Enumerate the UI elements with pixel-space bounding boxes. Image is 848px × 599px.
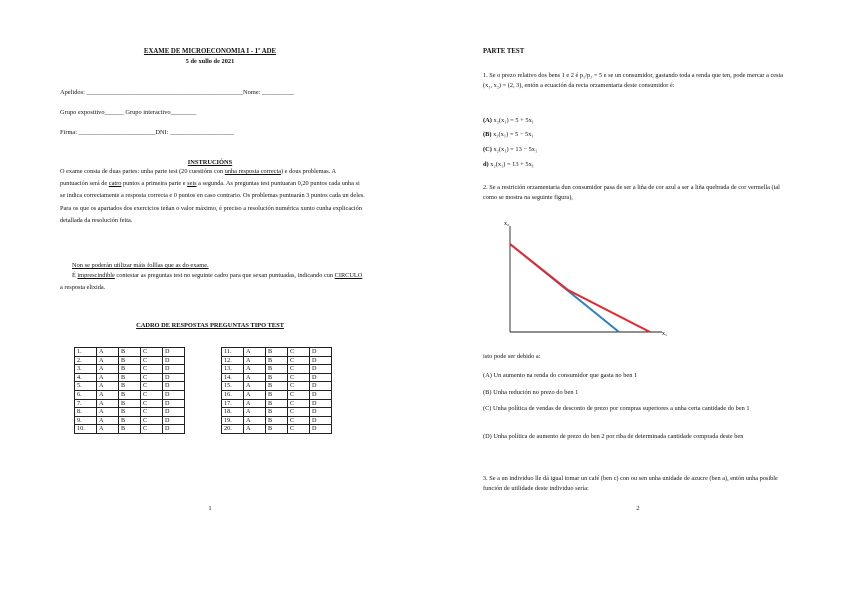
answer-option-b[interactable]: B <box>119 390 141 399</box>
question-3-text: 3. Se a un individuo lle dá igual tomar un café (ben c) con ou sen unha unidade de azucre (ben a), entón unha posible función de utilidade deste individuo sería: <box>483 475 778 492</box>
answer-option-c[interactable]: C <box>288 348 310 357</box>
answer-row <box>75 416 185 425</box>
answer-option-d[interactable]: D <box>310 348 332 357</box>
interactive-group-label: Grupo interactivo <box>123 109 171 116</box>
answer-option-b[interactable]: B <box>119 416 141 425</box>
option-label: (D) <box>483 433 492 440</box>
answer-option-d[interactable]: D <box>310 382 332 391</box>
answer-option-d[interactable]: D <box>310 399 332 408</box>
answer-row <box>222 390 332 399</box>
answer-row <box>222 382 332 391</box>
answer-option-b[interactable]: B <box>119 356 141 365</box>
option-label: (A) <box>483 117 492 124</box>
answer-option-a[interactable]: A <box>97 356 119 365</box>
answer-option-c[interactable]: C <box>141 365 163 374</box>
answer-option-c[interactable]: C <box>141 416 163 425</box>
instructions-text: É <box>72 272 78 279</box>
y-axis-label: x₂ <box>504 221 510 227</box>
answer-row <box>222 365 332 374</box>
answer-option-a[interactable]: A <box>97 365 119 374</box>
dni-line[interactable]: ____________________ <box>170 129 234 136</box>
question-number: 18. <box>222 408 244 417</box>
answer-option-c[interactable]: C <box>288 408 310 417</box>
option-text: Unha redución no prezo do ben 1 <box>491 389 579 396</box>
instructions-text: a segunda. As preguntas test puntuaran 0,20 puntos cada unha si se indica correctamente a resposta correcta e 0 puntos en caso contrario. Os problemas puntuarán 3 puntos cada un deles. Para os que os apartados dos exercicios teñan o valor máximo, é preciso a resolución numérica xunto cunha explicación detallada da resolución feita. <box>60 180 365 224</box>
q1-option-b[interactable] <box>483 131 534 138</box>
answer-row <box>222 399 332 408</box>
surname-input-line[interactable]: _________________________________________________ <box>86 89 244 96</box>
question-number: 7. <box>75 399 97 408</box>
answer-option-c[interactable]: C <box>288 382 310 391</box>
answer-option-b[interactable]: B <box>266 425 288 434</box>
answer-option-c[interactable]: C <box>141 373 163 382</box>
expository-group-label: Grupo expositivo <box>60 109 105 116</box>
answer-option-a[interactable]: A <box>244 348 266 357</box>
page-number: 1 <box>208 505 212 512</box>
answer-option-d[interactable]: D <box>163 348 185 357</box>
option-label: (C) <box>483 146 492 153</box>
answer-option-b[interactable]: B <box>119 382 141 391</box>
question-number: 6. <box>75 390 97 399</box>
answer-row <box>222 356 332 365</box>
answer-option-c[interactable]: C <box>288 365 310 374</box>
answer-option-d[interactable]: D <box>163 356 185 365</box>
answer-option-b[interactable]: B <box>266 399 288 408</box>
answer-option-b[interactable]: B <box>266 365 288 374</box>
answer-option-a[interactable]: A <box>97 390 119 399</box>
answer-option-c[interactable]: C <box>288 416 310 425</box>
option-label: d) <box>483 161 489 168</box>
answer-row <box>75 348 185 357</box>
instructions-text: ) e dous problemas. A puntuación será de <box>60 168 336 188</box>
answer-option-b[interactable]: B <box>119 348 141 357</box>
signature-label: Firma: <box>60 129 79 136</box>
question-number: 13. <box>222 365 244 374</box>
answer-option-a[interactable]: A <box>244 416 266 425</box>
option-label: (B) <box>483 131 492 138</box>
option-text: x₂(x₁) = 5 + 5x₁ <box>491 117 534 124</box>
answer-option-c[interactable]: C <box>288 373 310 382</box>
option-text: x₂(x₁) = 13 + 5x₁ <box>488 161 534 168</box>
option-label: (A) <box>483 372 492 379</box>
instructions-sheets-note: Non se poderán utilizar máis folllas que as do exame. <box>72 262 209 269</box>
name-input-line[interactable]: __________ <box>262 89 294 96</box>
question-number: 16. <box>222 390 244 399</box>
instructions-text: contestar as preguntas test no seguinte cadro para que sexan puntuadas, indicando cun <box>114 272 335 279</box>
answer-row <box>222 348 332 357</box>
option-text: x₂(x₁) = 13 − 5x₁ <box>491 146 538 153</box>
answer-option-b[interactable]: B <box>266 408 288 417</box>
answer-option-b[interactable]: B <box>266 390 288 399</box>
answers-table-title: CADRO DE RESPOSTAS PREGUNTAS TIPO TEST <box>136 322 284 329</box>
answer-option-b[interactable]: B <box>266 356 288 365</box>
answer-option-b[interactable]: B <box>119 373 141 382</box>
answer-option-d[interactable]: D <box>310 390 332 399</box>
answer-option-a[interactable]: A <box>244 356 266 365</box>
question-number: 4. <box>75 373 97 382</box>
q1-option-d[interactable] <box>483 161 534 168</box>
option-label: (B) <box>483 389 492 396</box>
answer-option-c[interactable]: C <box>141 382 163 391</box>
answer-option-d[interactable]: D <box>163 399 185 408</box>
instructions-answer-note <box>60 270 365 294</box>
answer-option-d[interactable]: D <box>163 382 185 391</box>
answer-option-b[interactable]: B <box>119 425 141 434</box>
answer-option-a[interactable]: A <box>97 373 119 382</box>
q1-option-c[interactable] <box>483 146 537 153</box>
answer-option-a[interactable]: A <box>244 373 266 382</box>
instructions-emphasis: catro <box>108 180 122 188</box>
q1-option-a[interactable] <box>483 117 534 124</box>
exam-title: EXAME DE MICROECONOMIA I - 1º ADE <box>143 48 277 55</box>
answer-row <box>222 416 332 425</box>
answer-option-c[interactable]: C <box>288 390 310 399</box>
answer-option-a[interactable]: A <box>244 390 266 399</box>
instructions-text: O exame consta de duas partes: unha parte test (20 cuestións con <box>60 168 225 175</box>
question-number: 12. <box>222 356 244 365</box>
signature-field-row <box>60 129 234 136</box>
answer-option-b[interactable]: B <box>266 373 288 382</box>
answer-option-c[interactable]: C <box>288 399 310 408</box>
answer-row <box>75 425 185 434</box>
answer-option-b[interactable]: B <box>119 399 141 408</box>
group-field-row <box>60 109 196 116</box>
budget-constraint-figure <box>502 214 677 344</box>
instructions-text: puntos a primeira parte e <box>121 180 188 188</box>
instructions-title: INSTRUCIÓNS <box>187 159 233 166</box>
question-number: 19. <box>222 416 244 425</box>
q2-option-a[interactable] <box>483 372 637 379</box>
answer-option-c[interactable]: C <box>141 356 163 365</box>
dni-label: DNI: <box>155 129 171 136</box>
instructions-text: a resposta elixida. <box>60 284 106 292</box>
answer-option-d[interactable]: D <box>310 373 332 382</box>
answer-option-c[interactable]: C <box>141 408 163 417</box>
question-number: 14. <box>222 373 244 382</box>
answer-option-a[interactable]: A <box>97 408 119 417</box>
answer-option-c[interactable]: C <box>141 399 163 408</box>
surname-label: Apelidos: <box>60 89 87 96</box>
question-number: 17. <box>222 399 244 408</box>
question-2-prompt: isto pode ser debido a: <box>483 353 541 360</box>
answer-option-d[interactable]: D <box>310 416 332 425</box>
answer-option-a[interactable]: A <box>244 399 266 408</box>
answer-option-a[interactable]: A <box>97 399 119 408</box>
answer-option-a[interactable]: A <box>97 382 119 391</box>
answer-row <box>222 373 332 382</box>
question-number: 20. <box>222 425 244 434</box>
red-kinked-budget-line <box>510 244 650 332</box>
answer-option-b[interactable]: B <box>119 408 141 417</box>
exam-page-2 <box>424 0 848 599</box>
answer-option-c[interactable]: C <box>141 425 163 434</box>
option-text: Un aumento na renda do consumidor que gasta no ben 1 <box>491 372 638 379</box>
answer-option-d[interactable]: D <box>310 356 332 365</box>
answer-row <box>75 356 185 365</box>
answer-option-d[interactable]: D <box>163 365 185 374</box>
answer-row <box>75 365 185 374</box>
answer-option-d[interactable]: D <box>163 425 185 434</box>
answer-option-a[interactable]: A <box>97 425 119 434</box>
option-label: (C) <box>483 405 492 412</box>
signature-line[interactable]: ________________________ <box>78 129 156 136</box>
q2-option-b[interactable] <box>483 389 578 396</box>
instructions-emphasis: unha resposta correcta <box>224 168 282 175</box>
answer-option-d[interactable]: D <box>310 365 332 374</box>
answer-option-d[interactable]: D <box>163 408 185 417</box>
answer-option-a[interactable]: A <box>244 365 266 374</box>
q2-option-c[interactable] <box>483 404 788 414</box>
answer-option-d[interactable]: D <box>163 390 185 399</box>
question-number: 5. <box>75 382 97 391</box>
question-1-text: 1. Se o prezo relativo dos bens 1 e 2 é p₁/p₂ = 5 e se un consumidor, gastando toda a renda que ten, pode mercar a cesta (x₁, x₂) = (2, 3), entón a ecuación da recta orzamentaria deste consumidor é: <box>483 72 784 89</box>
instructions-paragraph <box>60 166 365 227</box>
answer-option-b[interactable]: B <box>266 416 288 425</box>
answer-option-d[interactable]: D <box>310 425 332 434</box>
x-axis-label: x₁ <box>662 331 668 337</box>
answer-row <box>75 373 185 382</box>
option-text: Unha política de vendas de desconto de prezo por compras superiores a unha certa cantidade do ben 1 <box>491 405 750 412</box>
answer-option-b[interactable]: B <box>266 382 288 391</box>
section-title: PARTE TEST <box>483 48 525 55</box>
answer-row <box>75 399 185 408</box>
answer-row <box>75 408 185 417</box>
answer-option-a[interactable]: A <box>244 382 266 391</box>
answers-table-11-20 <box>221 347 332 434</box>
question-number: 3. <box>75 365 97 374</box>
question-number: 2. <box>75 356 97 365</box>
surname-field-row <box>60 89 294 96</box>
answer-option-b[interactable]: B <box>119 365 141 374</box>
answer-option-b[interactable]: B <box>266 348 288 357</box>
answer-option-c[interactable]: C <box>288 425 310 434</box>
question-number: 1. <box>75 348 97 357</box>
answer-option-a[interactable]: A <box>244 425 266 434</box>
q2-option-d[interactable] <box>483 432 788 442</box>
answer-option-d[interactable]: D <box>310 408 332 417</box>
answer-option-a[interactable]: A <box>97 416 119 425</box>
answer-row <box>222 425 332 434</box>
expository-group-line[interactable]: ______ <box>104 109 124 116</box>
answer-option-d[interactable]: D <box>163 373 185 382</box>
answer-row <box>75 390 185 399</box>
question-number: 8. <box>75 408 97 417</box>
answer-option-c[interactable]: C <box>288 356 310 365</box>
question-number: 10. <box>75 425 97 434</box>
answers-table-1-10 <box>74 347 185 434</box>
answer-option-d[interactable]: D <box>163 416 185 425</box>
option-text: Unha política de aumento de prezo do ben 2 por riba de determinada cantidade comprada deste ben <box>491 433 744 440</box>
instructions-emphasis: imprescindible <box>77 272 115 279</box>
exam-date: 5 de xullo de 2021 <box>185 58 235 65</box>
option-text: x₂(x₁) = 5 − 5x₁ <box>491 131 534 138</box>
answer-option-c[interactable]: C <box>141 390 163 399</box>
name-label: Nome: <box>243 89 263 96</box>
answer-row <box>75 382 185 391</box>
question-number: 11. <box>222 348 244 357</box>
answer-option-a[interactable]: A <box>244 408 266 417</box>
answer-option-c[interactable]: C <box>141 348 163 357</box>
instructions-emphasis: seis <box>187 180 197 188</box>
question-number: 9. <box>75 416 97 425</box>
question-2-text: 2. Se a restrición orzamentaria dun consumidor pasa de ser a liña de cor azul a ser a liña quebrada de cor vermella (tal como se mostra na seguinte figura), <box>483 184 780 201</box>
interactive-group-line[interactable]: ________ <box>170 109 197 116</box>
answer-option-a[interactable]: A <box>97 348 119 357</box>
answer-row <box>222 408 332 417</box>
instructions-emphasis: CIRCULO <box>334 272 363 279</box>
question-number: 15. <box>222 382 244 391</box>
page-number: 2 <box>636 505 640 512</box>
